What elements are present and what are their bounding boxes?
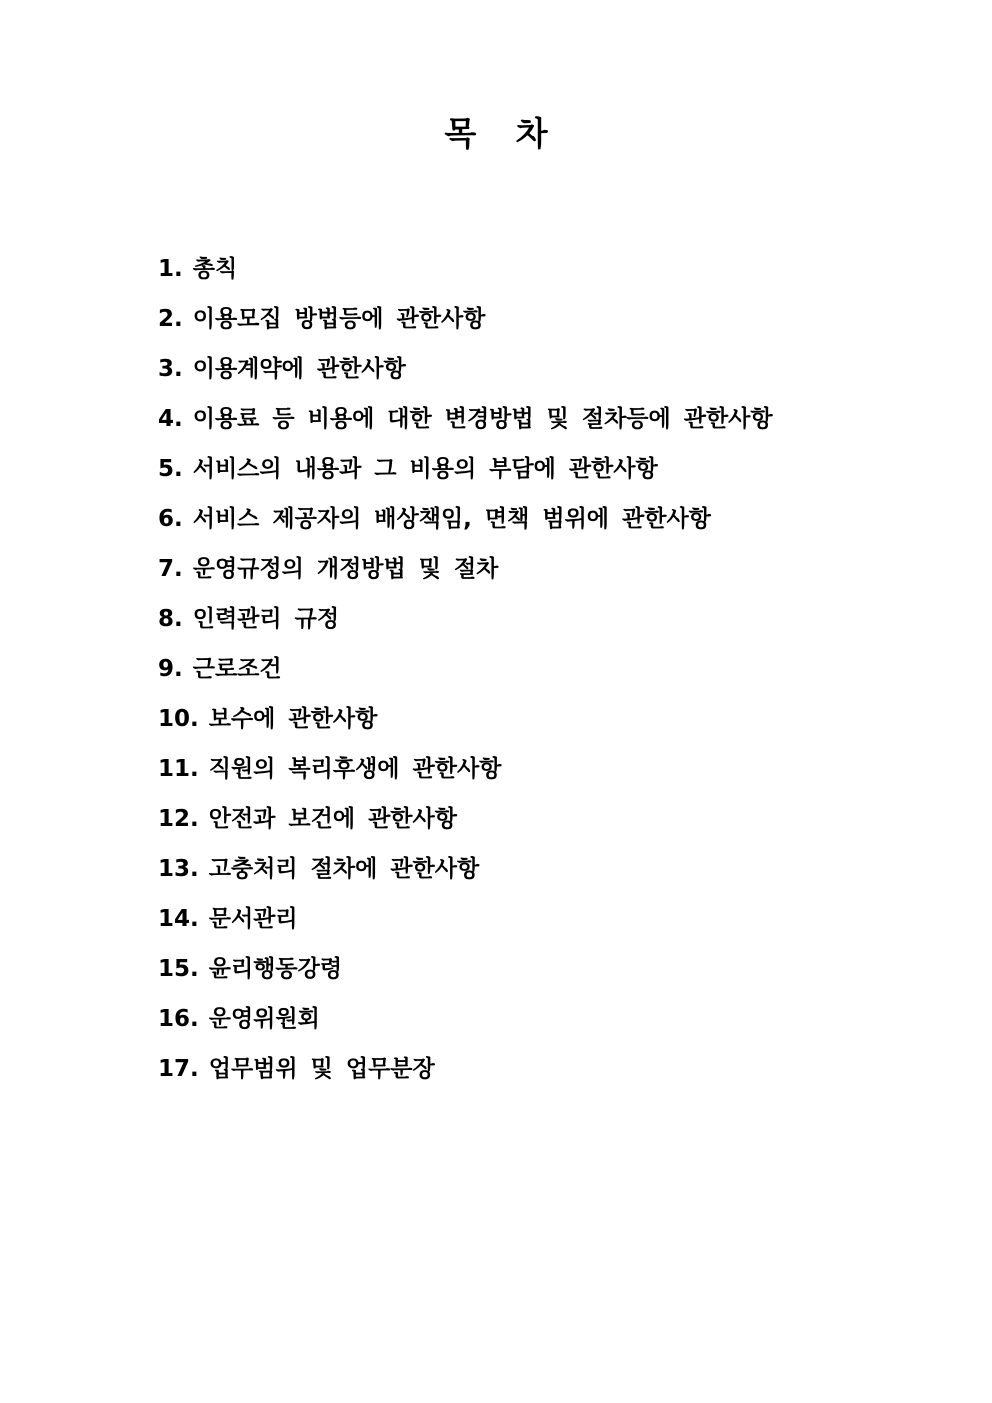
toc-item-number: 13.	[158, 856, 199, 882]
toc-item-number: 5.	[158, 456, 183, 482]
toc-item-number: 1.	[158, 256, 183, 282]
toc-item-text: 보수에 관한사항	[208, 706, 378, 732]
toc-item-text: 서비스의 내용과 그 비용의 부담에 관한사항	[192, 456, 658, 482]
toc-item-3	[158, 344, 938, 394]
toc-item-14	[158, 894, 938, 944]
toc-item-text: 문서관리	[208, 906, 298, 932]
toc-item-number: 15.	[158, 956, 199, 982]
toc-item-number: 11.	[158, 756, 199, 782]
toc-item-number: 8.	[158, 606, 183, 632]
toc-item-7	[158, 544, 938, 594]
toc-item-17	[158, 1044, 938, 1094]
toc-item-text: 윤리행동강령	[208, 956, 343, 982]
toc-item-number: 17.	[158, 1056, 199, 1082]
toc-item-text: 이용료 등 비용에 대한 변경방법 및 절차등에 관한사항	[192, 406, 773, 432]
toc-item-12	[158, 794, 938, 844]
toc-item-number: 7.	[158, 556, 183, 582]
toc-item-text: 직원의 복리후생에 관한사항	[208, 756, 502, 782]
page-title: 목 차	[444, 114, 562, 153]
toc-item-text: 운영위원회	[208, 1006, 320, 1032]
toc-item-text: 총칙	[192, 256, 238, 282]
toc-item-number: 16.	[158, 1006, 199, 1032]
table-of-contents	[158, 244, 938, 1094]
toc-item-text: 인력관리 규정	[192, 606, 340, 632]
toc-item-text: 안전과 보건에 관한사항	[208, 806, 457, 832]
toc-item-number: 6.	[158, 506, 183, 532]
toc-item-8	[158, 594, 938, 644]
toc-item-2	[158, 294, 938, 344]
toc-item-text: 서비스 제공자의 배상책임, 면책 범위에 관한사항	[192, 506, 711, 532]
toc-item-9	[158, 644, 938, 694]
toc-item-text: 고충처리 절차에 관한사항	[208, 856, 480, 882]
toc-item-number: 2.	[158, 306, 183, 332]
toc-item-6	[158, 494, 938, 544]
toc-item-text: 이용계약에 관한사항	[192, 356, 406, 382]
toc-item-16	[158, 994, 938, 1044]
toc-item-number: 14.	[158, 906, 199, 932]
toc-item-5	[158, 444, 938, 494]
toc-item-15	[158, 944, 938, 994]
toc-item-text: 업무범위 및 업무분장	[208, 1056, 435, 1082]
toc-item-text: 근로조건	[192, 656, 282, 682]
toc-item-number: 9.	[158, 656, 183, 682]
toc-item-11	[158, 744, 938, 794]
toc-item-number: 3.	[158, 356, 183, 382]
toc-item-4	[158, 394, 938, 444]
toc-item-number: 4.	[158, 406, 183, 432]
toc-item-text: 이용모집 방법등에 관한사항	[192, 306, 486, 332]
toc-item-1	[158, 244, 938, 294]
toc-item-number: 10.	[158, 706, 199, 732]
toc-item-number: 12.	[158, 806, 199, 832]
toc-item-10	[158, 694, 938, 744]
toc-item-13	[158, 844, 938, 894]
toc-item-text: 운영규정의 개정방법 및 절차	[192, 556, 499, 582]
